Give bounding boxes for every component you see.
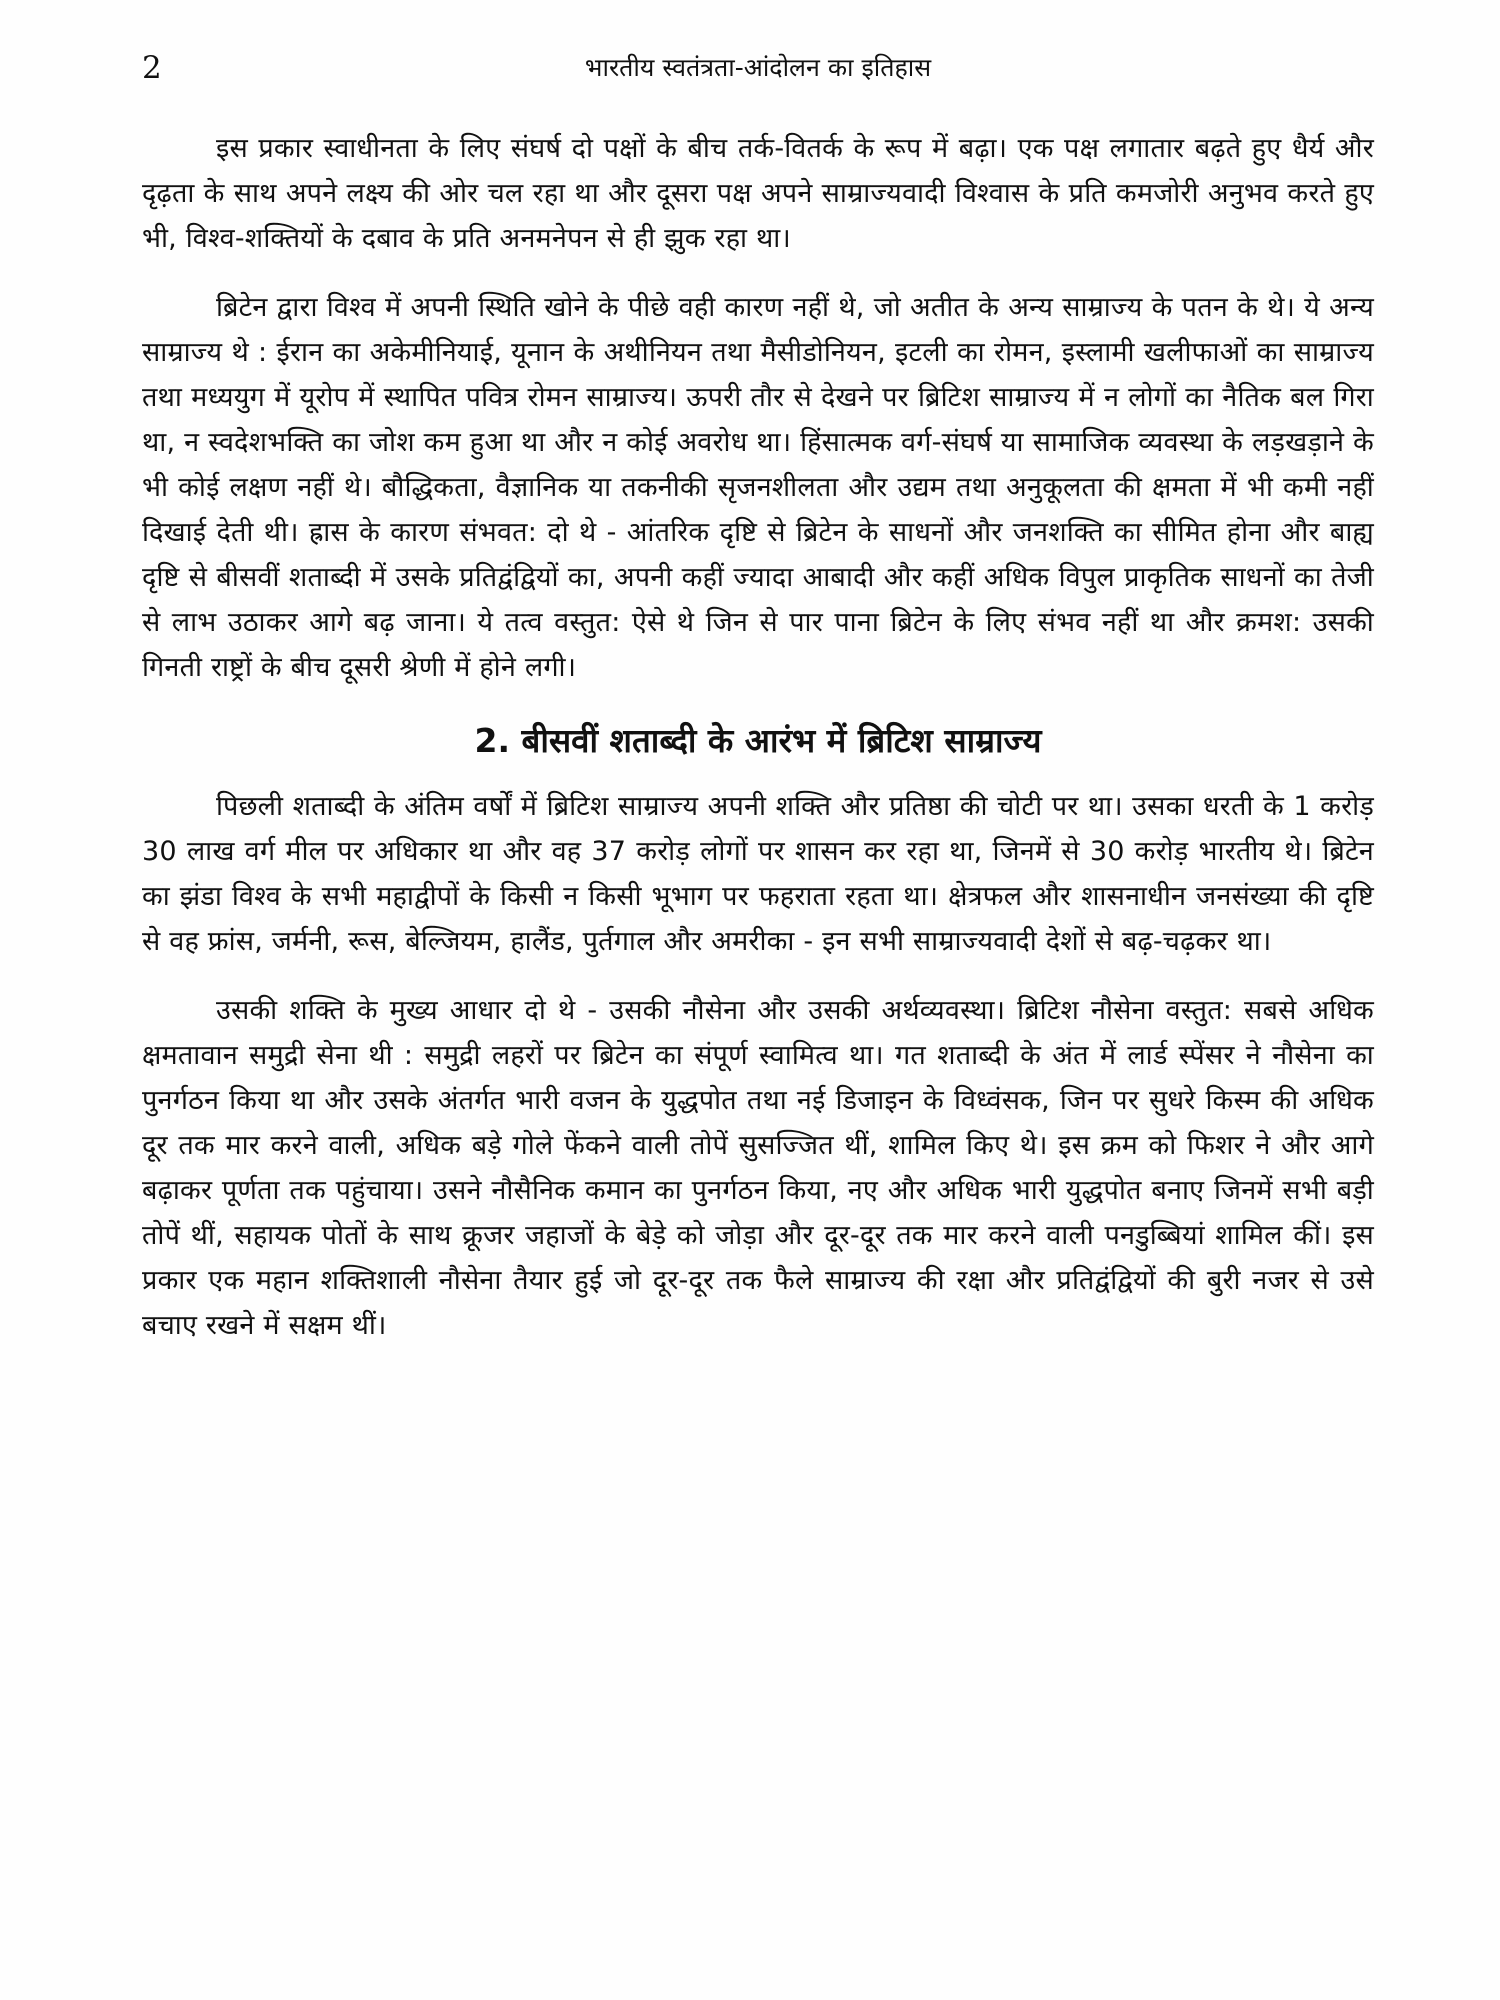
section-heading: 2. बीसवीं शताब्दी के आरंभ में ब्रिटिश साम्राज्य [474,721,1042,760]
paragraph-1: इस प्रकार स्वाधीनता के लिए संघर्ष दो पक्षों के बीच तर्क-वितर्क के रूप में बढ़ा। एक पक्ष लगातार बढ़ते हुए धैर्य और दृढ़ता के साथ अपने लक्ष्य की ओर चल रहा था और दूसरा पक्ष अपने साम्राज्यवादी विश्वास के प्रति कमजोरी अनुभव करते हुए भी, विश्व-शक्तियों के दबाव के प्रति अनमनेपन से ही झुक रहा था। [142,133,1374,254]
page-number: 2 [142,50,162,86]
running-title: भारतीय स्वतंत्रता-आंदोलन का इतिहास [584,53,932,82]
paragraph-3: पिछली शताब्दी के अंतिम वर्षों में ब्रिटिश साम्राज्य अपनी शक्ति और प्रतिष्ठा की चोटी पर था। उसका धरती के 1 करोड़ 30 लाख वर्ग मील पर अधिकार था और वह 37 करोड़ लोगों पर शासन कर रहा था, जिनमें से 30 करोड़ भारतीय थे। ब्रिटेन का झंडा विश्व के सभी महाद्वीपों के किसी न किसी भूभाग पर फहराता रहता था। क्षेत्रफल और शासनाधीन जनसंख्या की दृष्टि से वह फ्रांस, जर्मनी, रूस, बेल्जियम, हालैंड, पुर्तगाल और अमरीका - इन सभी साम्राज्यवादी देशों से बढ़-चढ़कर था। [142,791,1374,957]
paragraph-2: ब्रिटेन द्वारा विश्व में अपनी स्थिति खोने के पीछे वही कारण नहीं थे, जो अतीत के अन्य साम्राज्य के पतन के थे। ये अन्य साम्राज्य थे : ईरान का अकेमीनियाई, यूनान के अथीनियन तथा मैसीडोनियन, इटली का रोमन, इस्लामी खलीफाओं का साम्राज्य तथा मध्ययुग में यूरोप में स्थापित पवित्र रोमन साम्राज्य। ऊपरी तौर से देखने पर ब्रिटिश साम्राज्य में न लोगों का नैतिक बल गिरा था, न स्वदेशभक्ति का जोश कम हुआ था और न कोई अवरोध था। हिंसात्मक वर्ग-संघर्ष या सामाजिक व्यवस्था के लड़खड़ाने के भी कोई लक्षण नहीं थे। बौद्धिकता, वैज्ञानिक या तकनीकी सृजनशीलता और उद्यम तथा अनुकूलता की क्षमता में भी कमी नहीं दिखाई देती थी। ह्रास के कारण संभवत: दो थे - आंतरिक दृष्टि से ब्रिटेन के साधनों और जनशक्ति का सीमित होना और बाह्य दृष्टि से बीसवीं शताब्दी में उसके प्रतिद्वंद्वियों का, अपनी कहीं ज्यादा आबादी और कहीं अधिक विपुल प्राकृतिक साधनों का तेजी से लाभ उठाकर आगे बढ़ जाना। ये तत्व वस्तुत: ऐसे थे जिन से पार पाना ब्रिटेन के लिए संभव नहीं था और क्रमश: उसकी गिनती राष्ट्रों के बीच दूसरी श्रेणी में होने लगी। [142,292,1374,683]
page-header [142,48,1374,96]
page-body [142,126,1374,1372]
paragraph-4: उसकी शक्ति के मुख्य आधार दो थे - उसकी नौसेना और उसकी अर्थव्यवस्था। ब्रिटिश नौसेना वस्तुत: सबसे अधिक क्षमतावान समुद्री सेना थी : समुद्री लहरों पर ब्रिटेन का संपूर्ण स्वामित्व था। गत शताब्दी के अंत में लार्ड स्पेंसर ने नौसेना का पुनर्गठन किया था और उसके अंतर्गत भारी वजन के युद्धपोत तथा नई डिजाइन के विध्वंसक, जिन पर सुधरे किस्म की अधिक दूर तक मार करने वाली, अधिक बड़े गोले फेंकने वाली तोपें सुसज्जित थीं, शामिल किए थे। इस क्रम को फिशर ने और आगे बढ़ाकर पूर्णता तक पहुंचाया। उसने नौसैनिक कमान का पुनर्गठन किया, नए और अधिक भारी युद्धपोत बनाए जिनमें सभी बड़ी तोपें थीं, सहायक पोतों के साथ क्रूजर जहाजों के बेड़े को जोड़ा और दूर-दूर तक मार करने वाली पनडुब्बियां शामिल कीं। इस प्रकार एक महान शक्तिशाली नौसेना तैयार हुई जो दूर-दूर तक फैले साम्राज्य की रक्षा और प्रतिद्वंद्वियों की बुरी नजर से उसे बचाए रखने में सक्षम थीं। [142,995,1374,1341]
